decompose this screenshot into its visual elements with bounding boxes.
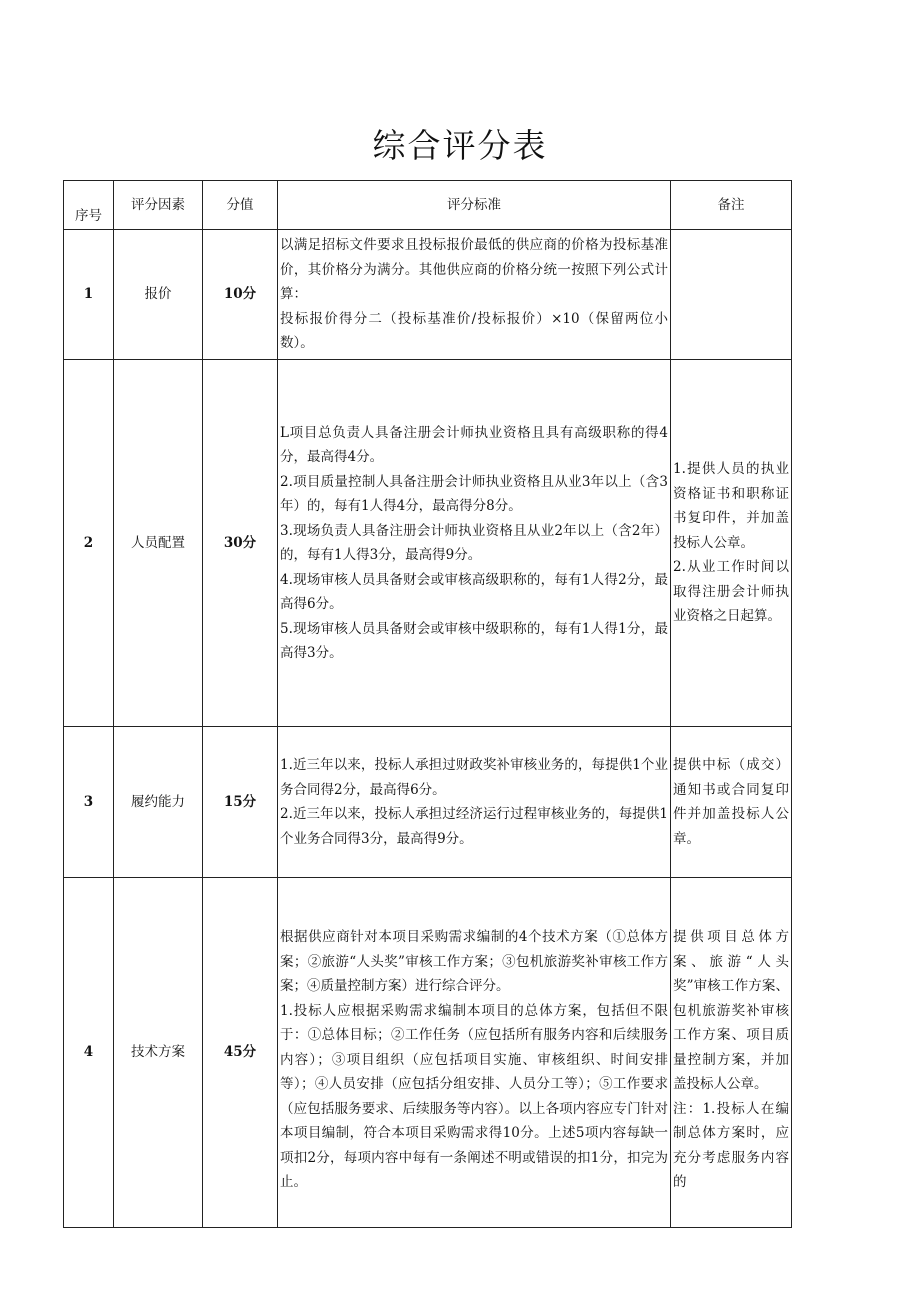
criteria-line: 根据供应商针对本项目采购需求编制的4个技术方案（①总体方案；②旅游“人头奖”审核工作方案；③包机旅游奖补审核工作方案；④质量控制方案）进行综合评分。 (280, 929, 668, 994)
remark-line: 注：1.投标人在编制总体方案时，应充分考虑服务内容的 (673, 1100, 789, 1190)
scoring-table (63, 180, 792, 1228)
row-criteria (278, 878, 671, 1228)
criteria-line: 1.近三年以来，投标人承担过财政奖补审核业务的，每提供1个业务合同得2分，最高得6分。 (280, 757, 668, 798)
row-criteria (278, 360, 671, 727)
table-header-row (64, 181, 792, 230)
row-score: 30分 (203, 360, 278, 727)
table-row (64, 727, 792, 878)
header-factor: 评分因素 (114, 181, 203, 230)
remark-line: 提供项目总体方案、旅游“人头奖”审核工作方案、包机旅游奖补审核工作方案、项目质量控制方案，并加盖投标人公章。 (673, 929, 789, 1092)
remark-line: 1.提供人员的执业资格证书和职称证书复印件，并加盖投标人公章。 (673, 461, 789, 551)
criteria-line: 4.现场审核人员具备财会或审核高级职称的，每有1人得2分，最高得6分。 (280, 571, 668, 612)
row-seq: 4 (64, 878, 114, 1228)
criteria-line: 3.现场负责人具备注册会计师执业资格且从业2年以上（含2年）的，每有1人得3分，最高得9分。 (280, 522, 668, 563)
criteria-line: 投标报价得分二（投标基准价/投标报价）×10（保留两位小数）。 (280, 310, 668, 352)
criteria-line: 2.近三年以来，投标人承担过经济运行过程审核业务的，每提供1个业务合同得3分，最高得9分。 (280, 806, 668, 847)
row-remarks (671, 360, 792, 727)
criteria-line: 5.现场审核人员具备财会或审核中级职称的，每有1人得1分，最高得3分。 (280, 620, 668, 661)
header-score: 分值 (203, 181, 278, 230)
row-factor: 技术方案 (114, 878, 203, 1228)
page-title: 综合评分表 (372, 126, 548, 165)
criteria-line: L项目总负责人具备注册会计师执业资格且具有高级职称的得4分，最高得4分。 (280, 424, 668, 465)
row-factor: 人员配置 (114, 360, 203, 727)
criteria-line: 2.项目质量控制人具备注册会计师执业资格且从业3年以上（含3年）的，每有1人得4分，最高得分8分。 (280, 473, 668, 514)
row-factor: 报价 (114, 230, 203, 360)
criteria-line: 以满足招标文件要求且投标报价最低的供应商的价格为投标基准价，其价格分为满分。其他供应商的价格分统一按照下列公式计算： (280, 237, 668, 303)
row-remarks (671, 878, 792, 1228)
table-row (64, 878, 792, 1228)
row-seq: 2 (64, 360, 114, 727)
row-remarks (671, 230, 792, 360)
row-criteria (278, 727, 671, 878)
header-criteria: 评分标准 (278, 181, 671, 230)
header-remarks: 备注 (671, 181, 792, 230)
row-seq: 1 (64, 230, 114, 360)
row-criteria (278, 230, 671, 360)
table-row (64, 230, 792, 360)
criteria-line: 1.投标人应根据采购需求编制本项目的总体方案，包括但不限于：①总体目标；②工作任务（应包括所有服务内容和后续服务内容）；③项目组织（应包括项目实施、审核组织、时间安排等）；④人员安排（应包括分组安排、人员分工等）；⑤工作要求（应包括服务要求、后续服务等内容）。以上各项内容应专门针对本项目编制，符合本项目采购需求得10分。上述5项内容每缺一项扣2分，每项内容中每有一条阐述不明或错误的扣1分，扣完为止。 (280, 1002, 668, 1190)
row-score: 45分 (203, 878, 278, 1228)
row-remarks (671, 727, 792, 878)
row-seq: 3 (64, 727, 114, 878)
remark-line: 提供中标（成交）通知书或合同复印件并加盖投标人公章。 (673, 757, 789, 847)
header-seq: 序号 (64, 181, 114, 230)
remark-line: 2.从业工作时间以取得注册会计师执业资格之日起算。 (673, 559, 789, 625)
row-score: 15分 (203, 727, 278, 878)
table-row (64, 360, 792, 727)
row-factor: 履约能力 (114, 727, 203, 878)
row-score: 10分 (203, 230, 278, 360)
